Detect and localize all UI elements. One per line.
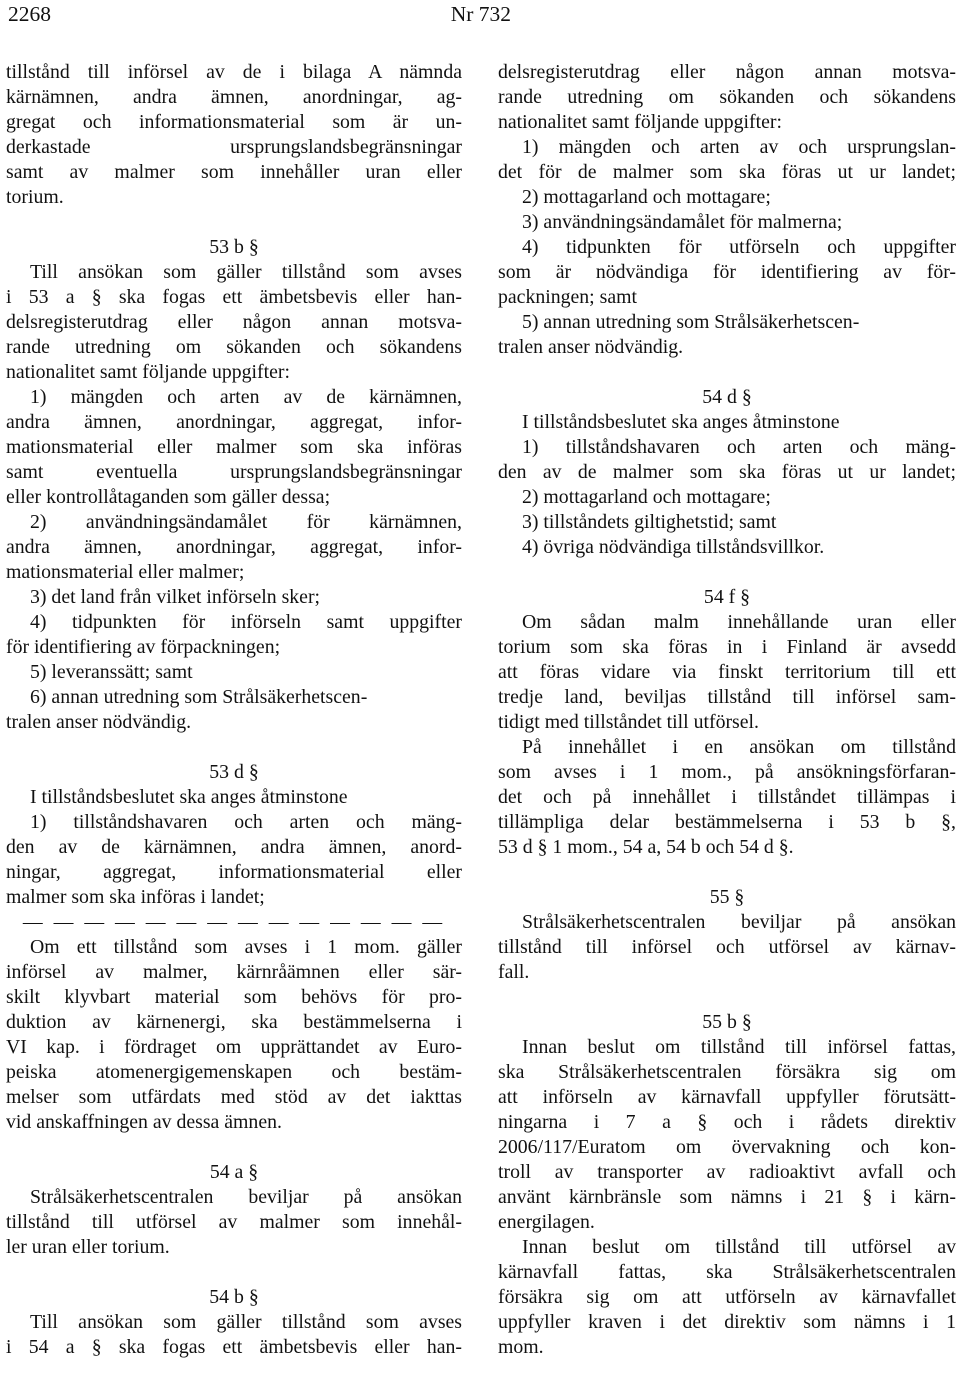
text-line: mom. bbox=[498, 1336, 544, 1358]
text-line: det och på innehållet i tillståndet tillämpas i bbox=[498, 786, 956, 808]
text-line: gregat och informationsmaterial som är un- bbox=[6, 111, 462, 133]
text-line: vid anskaffningen av dessa ämnen. bbox=[6, 1111, 282, 1133]
section-heading: 55 b § bbox=[702, 1011, 752, 1033]
text-line: ningarna i 7 a § och i rådets direktiv bbox=[498, 1111, 956, 1133]
section-gap bbox=[6, 210, 462, 235]
text-line: som är nödvändiga för identifiering av för- bbox=[498, 261, 956, 283]
paragraph-start-line: 1) mängden och arten av och ursprungslan- bbox=[522, 136, 956, 158]
text-line: packningen; samt bbox=[498, 286, 637, 308]
text-line: kärnavfall fattas, ska Strålsäkerhetscentralen bbox=[498, 1261, 956, 1283]
section-gap bbox=[498, 860, 956, 885]
text-line: tillämpliga delar bestämmelserna i 53 b §, bbox=[498, 811, 956, 833]
text-line: duktion av kärnenergi, ska bestämmelserna i bbox=[6, 1011, 462, 1033]
text-line: tidigt med tillståndet till utförsel. bbox=[498, 711, 759, 733]
text-line: 2006/117/Euratom om övervakning och kon- bbox=[498, 1136, 956, 1158]
paragraph-start-line: 1) tillståndshavaren och arten och mäng- bbox=[30, 811, 462, 833]
text-line: använt kärnbränsle som nämns i 21 § i kärn- bbox=[498, 1186, 956, 1208]
paragraph-start-line: I tillståndsbeslutet ska anges åtminstone bbox=[30, 786, 348, 808]
paragraph-start-line: 5) leveranssätt; samt bbox=[30, 661, 193, 683]
text-line: i 54 a § ska fogas ett ämbetsbevis eller han- bbox=[6, 1336, 462, 1358]
text-line: tredje land, beviljas tillstånd till införsel sam- bbox=[498, 686, 956, 708]
paragraph-start-line: Innan beslut om tillstånd till utförsel av bbox=[522, 1236, 956, 1258]
text-line: tralen anser nödvändig. bbox=[498, 336, 684, 358]
text-line: införsel av malmer, kärnråämnen eller sär- bbox=[6, 961, 462, 983]
text-line: troll av transporter av radioaktivt avfall och bbox=[498, 1161, 956, 1183]
left-column bbox=[6, 60, 462, 1360]
text-line: som avses i 1 mom., på ansökningsförfaran- bbox=[498, 761, 956, 783]
text-line: att föras vidare via finskt territorium till ett bbox=[498, 661, 956, 683]
paragraph-start-line: I tillståndsbeslutet ska anges åtminstone bbox=[522, 411, 840, 433]
paragraph-start-line: Till ansökan som gäller tillstånd som avses bbox=[30, 1311, 462, 1333]
paragraph-start-line: 1) mängden och arten av de kärnämnen, bbox=[30, 386, 462, 408]
paragraph-start-line: Strålsäkerhetscentralen beviljar på ansökan bbox=[30, 1186, 462, 1208]
paragraph-start-line: Om sådan malm innehållande uran eller bbox=[522, 611, 956, 633]
paragraph-start-line: 2) mottagarland och mottagare; bbox=[522, 486, 771, 508]
text-line: torium som ska föras in i Finland är avsedd bbox=[498, 636, 956, 658]
text-line: uppfyller kraven i det direktiv som nämns i 1 bbox=[498, 1311, 956, 1333]
section-gap bbox=[498, 360, 956, 385]
text-line: rande utredning om sökanden och sökandens bbox=[498, 86, 956, 108]
text-line: försäkra sig om att utförseln av kärnavfallet bbox=[498, 1286, 956, 1308]
text-line: nationalitet samt följande uppgifter: bbox=[6, 361, 290, 383]
page-header bbox=[8, 2, 511, 26]
paragraph-start-line: Strålsäkerhetscentralen beviljar på ansökan bbox=[522, 911, 956, 933]
text-line: malmer som ska införas i landet; bbox=[6, 886, 265, 908]
paragraph-start-line: 2) användningsändamålet för kärnämnen, bbox=[30, 511, 462, 533]
paragraph-start-line: 4) tidpunkten för utförseln och uppgifter bbox=[522, 236, 956, 258]
page-number: 2268 bbox=[8, 2, 51, 26]
section-heading: 54 a § bbox=[209, 1161, 259, 1183]
section-gap bbox=[6, 735, 462, 760]
section-heading: 54 d § bbox=[702, 386, 752, 408]
text-line: melser som utfärdats med stöd av det iakttas bbox=[6, 1086, 462, 1108]
text-line: ningar, aggregat, informationsmaterial eller bbox=[6, 861, 462, 883]
paragraph-start-line: Om ett tillstånd som avses i 1 mom. gäller bbox=[30, 936, 462, 958]
paragraph-start-line: 6) annan utredning som Strålsäkerhetscen- bbox=[30, 686, 368, 708]
section-heading: 53 b § bbox=[209, 236, 259, 258]
text-line: tillstånd till införsel och utförsel av kärnav- bbox=[498, 936, 956, 958]
text-line: mationsmaterial eller malmer som ska införas bbox=[6, 436, 462, 458]
text-line: andra ämnen, anordningar, aggregat, infor- bbox=[6, 536, 462, 558]
text-line: mationsmaterial eller malmer; bbox=[6, 561, 245, 583]
text-line: eller kontrollåtaganden som gäller dessa; bbox=[6, 486, 331, 508]
text-line: derkastade ursprungslandsbegränsningar bbox=[6, 136, 462, 158]
text-line: 53 d § 1 mom., 54 a, 54 b och 54 d §. bbox=[498, 836, 794, 858]
text-line: delsregisterutdrag eller någon annan motsva- bbox=[6, 311, 462, 333]
section-heading: 54 f § bbox=[703, 586, 751, 608]
paragraph-start-line: 2) mottagarland och mottagare; bbox=[522, 186, 771, 208]
paragraph-start-line: 3) det land från vilket införseln sker; bbox=[30, 586, 321, 608]
section-heading: 53 d § bbox=[209, 761, 259, 783]
text-line: tralen anser nödvändig. bbox=[6, 711, 192, 733]
omission-dashes: — — — — — — — — — — — — — — bbox=[22, 911, 446, 933]
text-line: kärnämnen, andra ämnen, anordningar, ag- bbox=[6, 86, 462, 108]
paragraph-start-line: På innehållet i en ansökan om tillstånd bbox=[522, 736, 956, 758]
text-line: det för de malmer som ska föras ut ur landet; bbox=[498, 161, 956, 183]
text-line: samt av malmer som innehåller uran eller bbox=[6, 161, 462, 183]
section-gap bbox=[498, 560, 956, 585]
text-line: andra ämnen, anordningar, aggregat, infor- bbox=[6, 411, 462, 433]
paragraph-start-line: Till ansökan som gäller tillstånd som avses bbox=[30, 261, 462, 283]
text-line: i 53 a § ska fogas ett ämbetsbevis eller han- bbox=[6, 286, 462, 308]
section-heading: 54 b § bbox=[209, 1286, 259, 1308]
text-line: den av de kärnämnen, andra ämnen, anord- bbox=[6, 836, 462, 858]
text-line: ler uran eller torium. bbox=[6, 1236, 170, 1258]
section-gap bbox=[498, 985, 956, 1010]
paragraph-start-line: 1) tillståndshavaren och arten och mäng- bbox=[522, 436, 956, 458]
paragraph-start-line: 5) annan utredning som Strålsäkerhetscen- bbox=[522, 311, 860, 333]
paragraph-start-line: Innan beslut om tillstånd till införsel fattas, bbox=[522, 1036, 956, 1058]
section-gap bbox=[6, 1260, 462, 1285]
section-heading: 55 § bbox=[709, 886, 745, 908]
paragraph-start-line: 4) tidpunkten för införseln samt uppgifter bbox=[30, 611, 462, 633]
text-line: skilt klyvbart material som behövs för pro- bbox=[6, 986, 462, 1008]
text-line: tillstånd till införsel av de i bilaga A nämnda bbox=[6, 61, 462, 83]
text-line: energilagen. bbox=[498, 1211, 595, 1233]
text-line: rande utredning om sökanden och sökandens bbox=[6, 336, 462, 358]
text-line: nationalitet samt följande uppgifter: bbox=[498, 111, 782, 133]
text-line: peiska atomenergigemenskapen och bestäm- bbox=[6, 1061, 462, 1083]
paragraph-start-line: 3) tillståndets giltighetstid; samt bbox=[522, 511, 777, 533]
section-gap bbox=[6, 1135, 462, 1160]
text-line: torium. bbox=[6, 186, 64, 208]
text-line: den av de malmer som ska föras ut ur landet; bbox=[498, 461, 956, 483]
text-line: samt eventuella ursprungslandsbegränsningar bbox=[6, 461, 462, 483]
text-line: för identifiering av förpackningen; bbox=[6, 636, 281, 658]
text-line: att införseln av kärnavfall uppfyller förutsätt- bbox=[498, 1086, 956, 1108]
right-column bbox=[498, 60, 956, 1360]
paragraph-start-line: 4) övriga nödvändiga tillståndsvillkor. bbox=[522, 536, 825, 558]
text-line: fall. bbox=[498, 961, 530, 983]
paragraph-start-line: 3) användningsändamålet för malmerna; bbox=[522, 211, 843, 233]
text-line: delsregisterutdrag eller någon annan motsva- bbox=[498, 61, 956, 83]
text-line: tillstånd till utförsel av malmer som innehål- bbox=[6, 1211, 462, 1233]
issue-number: Nr 732 bbox=[450, 2, 511, 26]
text-line: ska Strålsäkerhetscentralen försäkra sig om bbox=[498, 1061, 956, 1083]
text-line: VI kap. i fördraget om upprättandet av Euro- bbox=[6, 1036, 462, 1058]
